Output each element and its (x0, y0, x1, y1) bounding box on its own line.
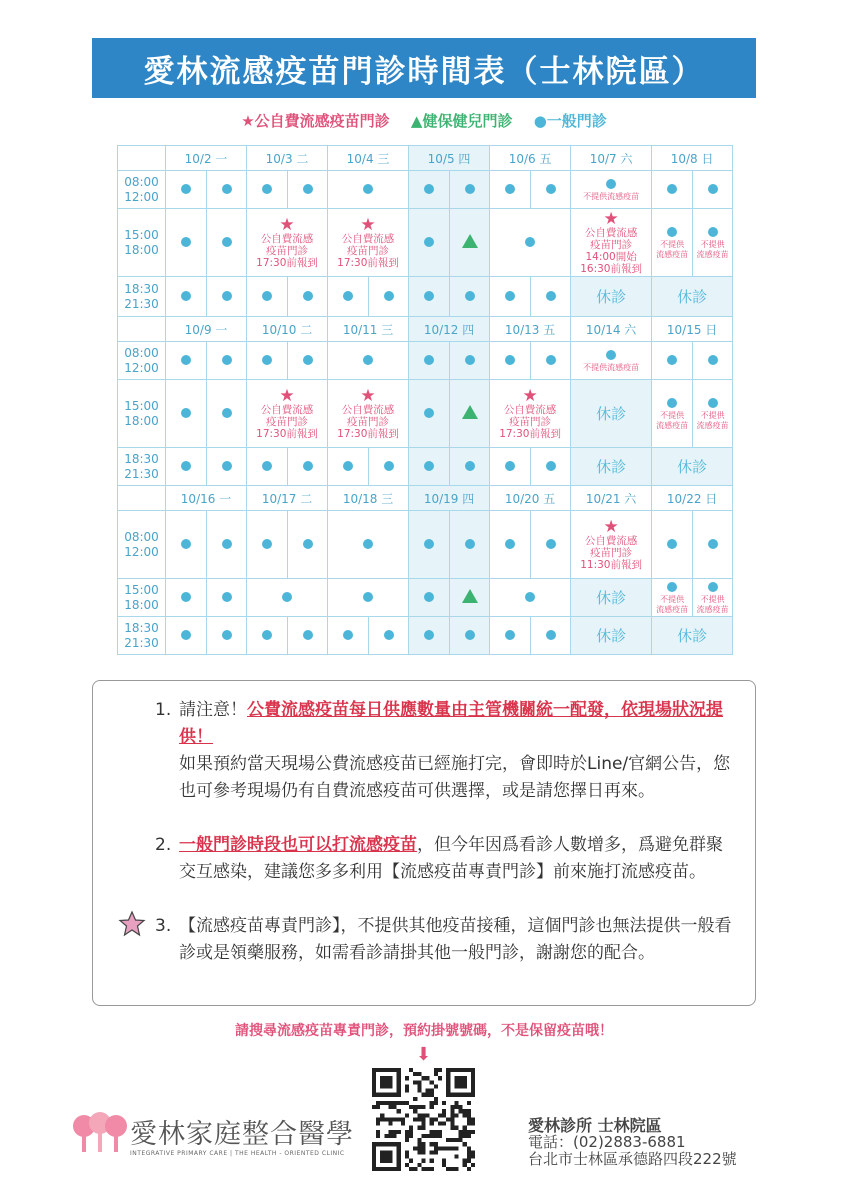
schedule-cell (166, 448, 207, 486)
general-clinic-dot-icon (384, 461, 394, 471)
general-clinic-dot-icon (303, 184, 313, 194)
general-clinic-dot-icon (262, 291, 272, 301)
clinic-info (528, 1117, 737, 1168)
logo-icon (70, 1112, 128, 1154)
date-header: 10/3 二 (247, 146, 328, 171)
schedule-cell (531, 617, 571, 655)
general-clinic-dot-icon (222, 630, 232, 640)
schedule-cell (247, 617, 288, 655)
schedule-cell (652, 342, 693, 380)
general-clinic-dot-icon (181, 461, 191, 471)
page-title: 愛林流感疫苗門診時間表（士林院區） (92, 38, 756, 98)
schedule-cell (571, 579, 652, 617)
note-2-number: 2. (155, 835, 172, 855)
date-header: 10/14 六 (571, 317, 652, 342)
note-3-body: 【流感疫苗專責門診】，不提供其他疫苗接種，這個門診也無法提供一般看診或是領藥服務，如需看診請掛其他一般門診，謝謝您的配合。 (179, 916, 732, 963)
date-header: 10/22 日 (652, 486, 733, 511)
schedule-cell (166, 617, 207, 655)
schedule-cell (328, 380, 409, 448)
schedule-cell (288, 448, 328, 486)
date-header: 10/17 二 (247, 486, 328, 511)
schedule-cell (369, 277, 409, 317)
corner-cell (118, 486, 166, 511)
general-clinic-dot-icon (505, 539, 515, 549)
general-clinic-dot-icon (222, 184, 232, 194)
general-clinic-dot-icon (343, 461, 353, 471)
general-clinic-dot-icon (465, 291, 475, 301)
schedule-cell (166, 579, 207, 617)
date-header: 10/7 六 (571, 146, 652, 171)
closed-label: 休診 (596, 288, 627, 306)
general-clinic-dot-icon (546, 461, 556, 471)
schedule-cell (207, 277, 247, 317)
general-clinic-dot-icon (465, 630, 475, 640)
date-header: 10/11 三 (328, 317, 409, 342)
schedule-cell (490, 209, 571, 277)
general-clinic-dot-icon (465, 539, 475, 549)
schedule-cell (247, 209, 328, 277)
schedule-cell (247, 171, 288, 209)
schedule-cell (450, 448, 490, 486)
general-clinic-dot-icon (424, 592, 434, 602)
general-clinic-dot-icon (181, 355, 191, 365)
general-clinic-dot-icon (181, 237, 191, 247)
time-slot-label: 18:30 21:30 (118, 277, 166, 317)
general-clinic-dot-icon (181, 291, 191, 301)
time-slot-label: 15:00 18:00 (118, 209, 166, 277)
no-flu-vaccine-note: 不提供 流感疫苗 (656, 410, 689, 430)
schedule-cell (652, 511, 693, 579)
schedule-cell (207, 380, 247, 448)
note-1-prefix: 請注意！ (179, 700, 247, 720)
date-header: 10/6 五 (490, 146, 571, 171)
general-clinic-dot-icon (667, 184, 677, 194)
general-clinic-dot-icon (525, 237, 535, 247)
flu-vaccine-clinic-note: 公自費流感 疫苗門診 17:30前報到 (337, 403, 399, 440)
general-clinic-dot-icon (262, 461, 272, 471)
schedule-cell (409, 277, 450, 317)
general-clinic-dot-icon (708, 227, 718, 237)
star-icon (118, 910, 146, 938)
date-header: 10/19 四 (409, 486, 490, 511)
general-clinic-dot-icon (343, 291, 353, 301)
schedule-cell (288, 617, 328, 655)
schedule-cell (409, 579, 450, 617)
note-1-number: 1. (155, 700, 172, 720)
closed-label: 休診 (596, 627, 627, 645)
general-clinic-dot-icon (465, 461, 475, 471)
general-clinic-dot-icon (181, 408, 191, 418)
schedule-cell (693, 342, 733, 380)
date-header: 10/18 三 (328, 486, 409, 511)
schedule-cell (693, 380, 733, 448)
schedule-cell (571, 380, 652, 448)
note-3-number: 3. (155, 916, 172, 936)
schedule-cell (207, 617, 247, 655)
general-clinic-dot-icon (546, 630, 556, 640)
general-clinic-dot-icon (222, 539, 232, 549)
logo-name: 愛林家庭整合醫學 (130, 1119, 354, 1150)
flu-vaccine-clinic-note: 公自費流感 疫苗門診 11:30前報到 (580, 534, 642, 571)
general-clinic-dot-icon (262, 539, 272, 549)
schedule-cell (652, 617, 733, 655)
schedule-cell (288, 277, 328, 317)
date-header: 10/8 日 (652, 146, 733, 171)
schedule-cell (207, 209, 247, 277)
general-clinic-dot-icon (606, 350, 616, 360)
schedule-cell (207, 342, 247, 380)
date-header: 10/20 五 (490, 486, 571, 511)
schedule-cell (166, 171, 207, 209)
time-slot-label: 15:00 18:00 (118, 380, 166, 448)
down-arrow-icon: ⬇ (416, 1044, 432, 1065)
general-clinic-dot-icon (363, 592, 373, 602)
flu-vaccine-star-icon: ★ (360, 214, 376, 235)
date-header: 10/5 四 (409, 146, 490, 171)
clinic-name: 愛林診所 士林院區 (528, 1116, 662, 1135)
general-clinic-dot-icon (424, 539, 434, 549)
schedule-cell (693, 511, 733, 579)
schedule-cell (328, 579, 409, 617)
general-clinic-dot-icon (546, 184, 556, 194)
schedule-table (117, 145, 733, 655)
pediatric-clinic-triangle-icon (462, 234, 478, 248)
closed-label: 休診 (677, 627, 708, 645)
schedule-cell (369, 448, 409, 486)
general-clinic-dot-icon (465, 355, 475, 365)
general-clinic-dot-icon (606, 179, 616, 189)
no-flu-vaccine-note: 不提供流感疫苗 (583, 362, 640, 372)
qr-code[interactable] (372, 1068, 475, 1171)
general-clinic-dot-icon (546, 355, 556, 365)
footer-cta: 請搜尋流感疫苗專責門診，預約掛號號碼，不是保留疫苗哦！ (235, 1023, 613, 1039)
schedule-cell (409, 171, 450, 209)
schedule-cell (652, 380, 693, 448)
schedule-cell (531, 342, 571, 380)
date-header: 10/16 一 (166, 486, 247, 511)
schedule-cell (247, 511, 288, 579)
general-clinic-dot-icon (424, 408, 434, 418)
time-slot-label: 18:30 21:30 (118, 448, 166, 486)
flu-vaccine-star-icon: ★ (279, 385, 295, 406)
closed-label: 休診 (596, 458, 627, 476)
no-flu-vaccine-note: 不提供 流感疫苗 (696, 594, 729, 614)
note-3 (155, 913, 735, 967)
flu-vaccine-star-icon: ★ (603, 208, 619, 229)
no-flu-vaccine-note: 不提供 流感疫苗 (656, 239, 689, 259)
general-clinic-dot-icon (424, 237, 434, 247)
schedule-cell (490, 342, 531, 380)
closed-label: 休診 (596, 589, 627, 607)
schedule-cell (490, 511, 531, 579)
schedule-cell (450, 579, 490, 617)
schedule-cell (652, 209, 693, 277)
schedule-cell (450, 209, 490, 277)
schedule-cell (531, 171, 571, 209)
general-clinic-dot-icon (505, 184, 515, 194)
schedule-cell (490, 579, 571, 617)
schedule-cell (328, 511, 409, 579)
closed-label: 休診 (596, 405, 627, 423)
schedule-cell (571, 342, 652, 380)
schedule-cell (328, 342, 409, 380)
no-flu-vaccine-note: 不提供 流感疫苗 (696, 410, 729, 430)
flu-vaccine-clinic-note: 公自費流感 疫苗門診 17:30前報到 (256, 403, 318, 440)
general-clinic-dot-icon (303, 539, 313, 549)
schedule-cell (490, 171, 531, 209)
flu-vaccine-clinic-note: 公自費流感 疫苗門診 17:30前報到 (337, 232, 399, 269)
general-clinic-dot-icon (424, 461, 434, 471)
pediatric-clinic-triangle-icon (462, 589, 478, 603)
no-flu-vaccine-note: 不提供流感疫苗 (583, 191, 640, 201)
flu-vaccine-clinic-note: 公自費流感 疫苗門診 17:30前報到 (256, 232, 318, 269)
general-clinic-dot-icon (424, 291, 434, 301)
schedule-cell (450, 617, 490, 655)
corner-cell (118, 317, 166, 342)
schedule-cell (247, 380, 328, 448)
schedule-cell (328, 171, 409, 209)
schedule-cell (652, 448, 733, 486)
schedule-cell (490, 448, 531, 486)
general-clinic-dot-icon (181, 592, 191, 602)
note-1 (155, 697, 735, 805)
schedule-cell (531, 448, 571, 486)
date-header: 10/21 六 (571, 486, 652, 511)
legend-star: ★公自費流感疫苗門診 (241, 112, 390, 130)
date-header: 10/12 四 (409, 317, 490, 342)
general-clinic-dot-icon (303, 291, 313, 301)
general-clinic-dot-icon (222, 592, 232, 602)
legend (0, 110, 848, 131)
clinic-phone: 電話：(02)2883-6881 (528, 1133, 686, 1151)
general-clinic-dot-icon (384, 630, 394, 640)
general-clinic-dot-icon (525, 592, 535, 602)
schedule-cell (207, 511, 247, 579)
schedule-cell (571, 617, 652, 655)
general-clinic-dot-icon (262, 630, 272, 640)
schedule-cell (247, 342, 288, 380)
no-flu-vaccine-note: 不提供 流感疫苗 (656, 594, 689, 614)
general-clinic-dot-icon (667, 398, 677, 408)
general-clinic-dot-icon (708, 398, 718, 408)
general-clinic-dot-icon (262, 355, 272, 365)
general-clinic-dot-icon (708, 184, 718, 194)
schedule-cell (409, 511, 450, 579)
schedule-cell (328, 209, 409, 277)
schedule-cell (328, 277, 369, 317)
general-clinic-dot-icon (546, 291, 556, 301)
date-header: 10/13 五 (490, 317, 571, 342)
legend-triangle: ▲健保健兒門診 (410, 112, 513, 130)
schedule-cell (207, 579, 247, 617)
general-clinic-dot-icon (667, 355, 677, 365)
legend-dot: ●一般門診 (533, 112, 607, 130)
general-clinic-dot-icon (546, 539, 556, 549)
schedule-cell (166, 342, 207, 380)
schedule-cell (490, 617, 531, 655)
note-2-body: ，但今年因爲看診人數增多，爲避免群聚交互感染，建議您多多利用【流感疫苗專責門診】前來施打流感疫苗。 (179, 835, 723, 882)
flu-vaccine-star-icon: ★ (603, 516, 619, 537)
general-clinic-dot-icon (667, 582, 677, 592)
clinic-address: 台北市士林區承德路四段222號 (528, 1150, 737, 1168)
note-1-highlight: 公費流感疫苗每日供應數量由主管機關統一配發，依現場狀況提供！ (179, 700, 723, 747)
general-clinic-dot-icon (222, 461, 232, 471)
flu-vaccine-star-icon: ★ (522, 385, 538, 406)
schedule-cell (652, 277, 733, 317)
general-clinic-dot-icon (708, 539, 718, 549)
general-clinic-dot-icon (303, 461, 313, 471)
schedule-cell (207, 171, 247, 209)
schedule-cell (328, 448, 369, 486)
schedule-cell (450, 342, 490, 380)
general-clinic-dot-icon (222, 291, 232, 301)
note-2-highlight: 一般門診時段也可以打流感疫苗 (179, 835, 417, 855)
general-clinic-dot-icon (505, 630, 515, 640)
schedule-cell (531, 511, 571, 579)
general-clinic-dot-icon (222, 408, 232, 418)
time-slot-label: 18:30 21:30 (118, 617, 166, 655)
general-clinic-dot-icon (282, 592, 292, 602)
logo-subtitle: INTEGRATIVE PRIMARY CARE | THE HEALTH - ORIENTED CLINIC (130, 1150, 345, 1157)
flu-vaccine-clinic-note: 公自費流感 疫苗門診 14:00開始 16:30前報到 (580, 226, 642, 275)
schedule-cell (693, 579, 733, 617)
schedule-cell (409, 209, 450, 277)
general-clinic-dot-icon (465, 184, 475, 194)
general-clinic-dot-icon (222, 355, 232, 365)
date-header: 10/9 一 (166, 317, 247, 342)
schedule-cell (450, 277, 490, 317)
schedule-cell (328, 617, 369, 655)
general-clinic-dot-icon (262, 184, 272, 194)
schedule-cell (409, 380, 450, 448)
general-clinic-dot-icon (667, 539, 677, 549)
schedule-cell (207, 448, 247, 486)
schedule-cell (693, 171, 733, 209)
corner-cell (118, 146, 166, 171)
general-clinic-dot-icon (424, 355, 434, 365)
schedule-cell (490, 277, 531, 317)
time-slot-label: 08:00 12:00 (118, 171, 166, 209)
schedule-cell (571, 209, 652, 277)
schedule-cell (247, 277, 288, 317)
date-header: 10/4 三 (328, 146, 409, 171)
schedule-cell (288, 171, 328, 209)
no-flu-vaccine-note: 不提供 流感疫苗 (696, 239, 729, 259)
date-header: 10/15 日 (652, 317, 733, 342)
flu-vaccine-star-icon: ★ (360, 385, 376, 406)
general-clinic-dot-icon (363, 539, 373, 549)
time-slot-label: 08:00 12:00 (118, 511, 166, 579)
note-1-body: 如果預約當天現場公費流感疫苗已經施打完，會即時於Line/官網公告，您也可參考現場仍有自費流感疫苗可供選擇，或是請您擇日再來。 (179, 754, 731, 801)
general-clinic-dot-icon (343, 630, 353, 640)
schedule-cell (571, 448, 652, 486)
general-clinic-dot-icon (181, 184, 191, 194)
schedule-cell (166, 277, 207, 317)
schedule-cell (409, 448, 450, 486)
schedule-cell (288, 511, 328, 579)
general-clinic-dot-icon (303, 630, 313, 640)
general-clinic-dot-icon (505, 355, 515, 365)
closed-label: 休診 (677, 288, 708, 306)
schedule-cell (247, 579, 328, 617)
general-clinic-dot-icon (667, 227, 677, 237)
general-clinic-dot-icon (303, 355, 313, 365)
schedule-cell (571, 511, 652, 579)
flu-vaccine-star-icon: ★ (279, 214, 295, 235)
general-clinic-dot-icon (181, 539, 191, 549)
schedule-cell (247, 448, 288, 486)
general-clinic-dot-icon (505, 461, 515, 471)
schedule-cell (531, 277, 571, 317)
pediatric-clinic-triangle-icon (462, 405, 478, 419)
schedule-cell (490, 380, 571, 448)
schedule-cell (166, 380, 207, 448)
schedule-cell (652, 171, 693, 209)
general-clinic-dot-icon (505, 291, 515, 301)
general-clinic-dot-icon (222, 237, 232, 247)
schedule-cell (571, 277, 652, 317)
schedule-cell (288, 342, 328, 380)
date-header: 10/2 一 (166, 146, 247, 171)
schedule-cell (369, 617, 409, 655)
closed-label: 休診 (677, 458, 708, 476)
schedule-cell (409, 617, 450, 655)
general-clinic-dot-icon (363, 355, 373, 365)
general-clinic-dot-icon (384, 291, 394, 301)
schedule-cell (450, 171, 490, 209)
general-clinic-dot-icon (708, 355, 718, 365)
time-slot-label: 08:00 12:00 (118, 342, 166, 380)
schedule-cell (450, 511, 490, 579)
time-slot-label: 15:00 18:00 (118, 579, 166, 617)
flu-vaccine-clinic-note: 公自費流感 疫苗門診 17:30前報到 (499, 403, 561, 440)
date-header: 10/10 二 (247, 317, 328, 342)
schedule-cell (450, 380, 490, 448)
general-clinic-dot-icon (363, 184, 373, 194)
general-clinic-dot-icon (708, 582, 718, 592)
general-clinic-dot-icon (424, 184, 434, 194)
schedule-cell (409, 342, 450, 380)
general-clinic-dot-icon (181, 630, 191, 640)
general-clinic-dot-icon (424, 630, 434, 640)
schedule-cell (652, 579, 693, 617)
schedule-cell (166, 511, 207, 579)
schedule-cell (693, 209, 733, 277)
schedule-cell (571, 171, 652, 209)
note-2 (155, 832, 735, 886)
schedule-cell (166, 209, 207, 277)
